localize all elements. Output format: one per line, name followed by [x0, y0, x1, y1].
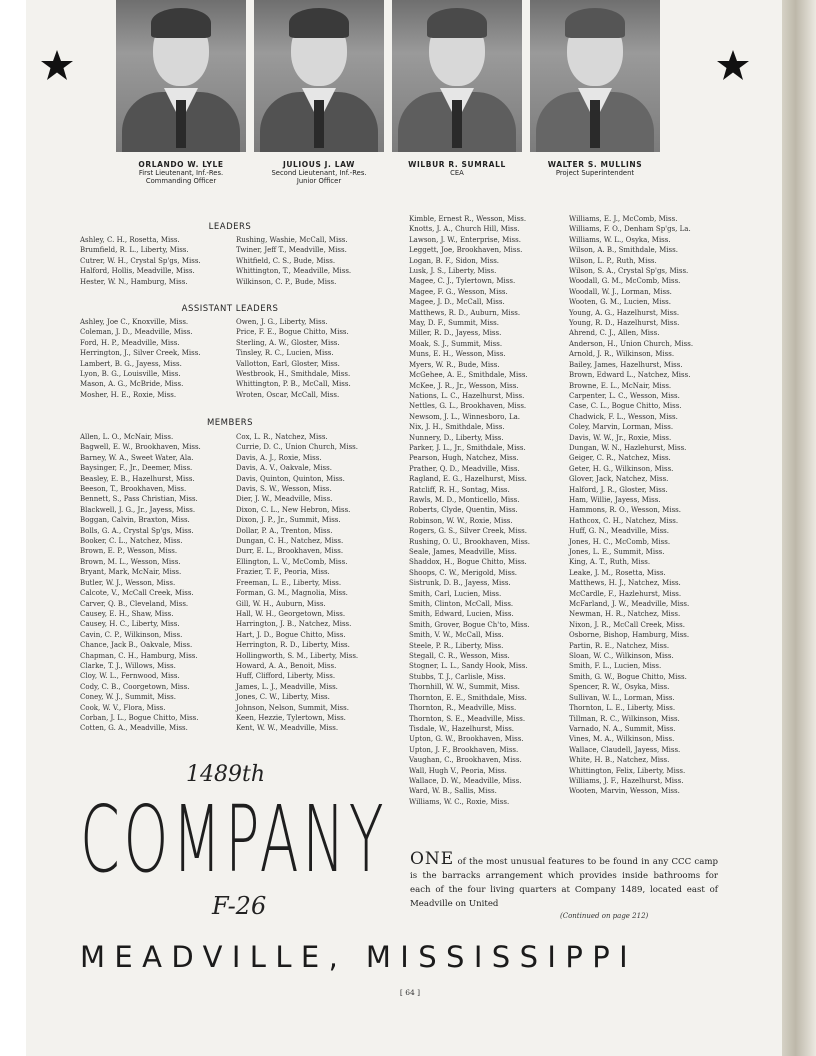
- roster-entry: Dollar, P. A., Trenton, Miss.: [236, 526, 333, 535]
- roster-entry: Upton, G. W., Brookhaven, Miss.: [409, 735, 524, 744]
- roster-entry: Davis, Quinton, Quinton, Miss.: [236, 474, 345, 483]
- roster-entry: Wallace, Claudell, Jayess, Miss.: [569, 745, 681, 754]
- officer-rank: First Lieutenant, Inf.-Res.: [138, 169, 224, 177]
- roster-entry: Jones, C. W., Liberty, Miss.: [236, 693, 330, 702]
- roster-entry: Beeson, T., Brookhaven, Miss.: [80, 485, 187, 494]
- roster-entry: Moak, S. J., Summit, Miss.: [409, 339, 503, 348]
- company-title: COMPANY: [80, 786, 388, 893]
- roster-entry: Nixon, J. R., McCall Creek, Miss.: [569, 620, 685, 629]
- roster-entry: Beasley, E. B., Hazelhurst, Miss.: [80, 474, 195, 483]
- members-list-col1: [80, 432, 201, 734]
- roster-entry: Huff, G. N., Meadville, Miss.: [569, 527, 669, 536]
- roster-entry: Wroten, Oscar, McCall, Miss.: [236, 390, 340, 399]
- roster-entry: Clarke, T. J., Willows, Miss.: [80, 661, 176, 670]
- roster-entry: Case, C. L., Bogue Chitto, Miss.: [569, 402, 682, 411]
- roster-entry: Dixon, C. L., New Hebron, Miss.: [236, 505, 351, 514]
- assistant-leaders-list-left: [80, 317, 201, 400]
- roster-entry: Osborne, Bishop, Hamburg, Miss.: [569, 631, 690, 640]
- roster-entry: Glover, Jack, Natchez, Miss.: [569, 475, 669, 484]
- roster-entry: Nix, J. H., Smithdale, Miss.: [409, 423, 505, 432]
- roster-entry: Bennett, S., Pass Christian, Miss.: [80, 495, 198, 504]
- roster-entry: Chapman, C. H., Hamburg, Miss.: [80, 651, 198, 660]
- roster-entry: Booker, C. L., Natchez, Miss.: [80, 537, 183, 546]
- roster-entry: McGehee, A. E., Smithdale, Miss.: [409, 371, 528, 380]
- roster-entry: Smith, Grover, Bogue Ch'to, Miss.: [409, 620, 530, 629]
- roster-entry: Ford, H. P., Meadville, Miss.: [80, 338, 180, 347]
- section-heading-leaders: LEADERS: [208, 222, 252, 232]
- star-icon: [40, 48, 74, 82]
- roster-entry: Brown, M. L., Wesson, Miss.: [80, 557, 181, 566]
- roster-entry: Leggett, Joe, Brookhaven, Miss.: [409, 246, 523, 255]
- roster-entry: Dungan, W. N., Hazlehurst, Miss.: [569, 443, 687, 452]
- roster-entry: Causey, H. C., Liberty, Miss.: [80, 620, 180, 629]
- leaders-list-left: [80, 235, 201, 287]
- roster-entry: Shoops, C. W., Merigold, Miss.: [409, 568, 518, 577]
- page-edge-shadow: [782, 0, 816, 1056]
- members-list-col2: [236, 432, 358, 734]
- officer-caption: [382, 160, 532, 177]
- roster-entry: Knotts, J. A., Church Hill, Miss.: [409, 225, 520, 234]
- officer-photo: [254, 0, 384, 152]
- roster-entry: Williams, F. O., Denham Sp'gs, La.: [569, 225, 691, 234]
- section-heading-members: MEMBERS: [206, 418, 254, 428]
- roster-entry: Owen, J. G., Liberty, Miss.: [236, 318, 328, 326]
- roster-entry: Wooten, G. M., Lucien, Miss.: [569, 298, 671, 307]
- roster-entry: Upton, J. F., Brookhaven, Miss.: [409, 745, 519, 754]
- roster-entry: Tisdale, W., Hazelhurst, Miss.: [409, 724, 515, 733]
- roster-entry: Freeman, L. E., Liberty, Miss.: [236, 578, 342, 587]
- roster-entry: Whittington, P. B., McCall, Miss.: [236, 380, 351, 389]
- roster-entry: Bolls, G. A., Crystal Sp'gs, Miss.: [80, 526, 194, 535]
- roster-entry: Thornton, R., Meadville, Miss.: [409, 704, 517, 713]
- roster-entry: Harrington, J. B., Natchez, Miss.: [236, 620, 352, 629]
- roster-entry: Newman, H. R., Natchez, Miss.: [569, 610, 681, 619]
- roster-entry: Davis, A. J., Roxie, Miss.: [236, 453, 322, 462]
- roster-entry: Rushing, O. U., Brookhaven, Miss.: [409, 537, 530, 546]
- roster-entry: Ashley, C. H., Rosetta, Miss.: [80, 236, 180, 244]
- roster-entry: Sterling, A. W., Gloster, Miss.: [236, 338, 340, 347]
- roster-entry: Nettles, G. L., Brookhaven, Miss.: [409, 402, 527, 411]
- roster-entry: Vines, M. A., Wilkinson, Miss.: [569, 735, 675, 744]
- roster-entry: Williams, E. J., McComb, Miss.: [569, 215, 678, 223]
- roster-entry: Lyon, B. G., Louisville, Miss.: [80, 370, 181, 379]
- roster-entry: Woodall, W. J., Lorman, Miss.: [569, 287, 672, 296]
- roster-entry: King, A. T., Ruth, Miss.: [569, 558, 651, 567]
- roster-entry: Gill, W. H., Auburn, Miss.: [236, 599, 326, 608]
- leaders-list-right: [236, 235, 351, 287]
- roster-entry: Geiger, C. R., Natchez, Miss.: [569, 454, 671, 463]
- roster-entry: Rushing, Washie, McCall, Miss.: [236, 236, 348, 244]
- roster-entry: Brumfield, R. L., Liberty, Miss.: [80, 246, 189, 255]
- roster-entry: Seale, James, Meadville, Miss.: [409, 548, 517, 556]
- roster-entry: Ahrend, C. J., Allen, Miss.: [569, 329, 660, 338]
- roster-entry: Newsom, J. L., Winnesboro, La.: [409, 412, 521, 421]
- roster-entry: Robinson, W. W., Roxie, Miss.: [409, 516, 513, 525]
- roster-entry: McFarland, J. W., Meadville, Miss.: [569, 600, 690, 609]
- roster-entry: Causey, E. H., Shaw, Miss.: [80, 609, 174, 618]
- roster-entry: Browne, E. L., McNair, Miss.: [569, 381, 672, 390]
- star-icon: [716, 48, 750, 82]
- roster-entry: Currie, D. C., Union Church, Miss.: [236, 443, 358, 452]
- roster-entry: Leake, J. M., Rosetta, Miss.: [569, 568, 666, 577]
- roster-entry: Cutrer, W. H., Crystal Sp'gs, Miss.: [80, 256, 201, 265]
- roster-entry: Jones, L. E., Summit, Miss.: [569, 548, 665, 556]
- roster-entry: Ratcliff, R. H., Sontag, Miss.: [409, 485, 510, 494]
- roster-entry: Lawson, J. W., Enterprise, Miss.: [409, 235, 521, 244]
- roster-entry: Dixon, J. P., Jr., Summit, Miss.: [236, 516, 341, 525]
- officer-name: ORLANDO W. LYLE: [138, 160, 224, 169]
- roster-entry: Jones, H. C., McComb, Miss.: [569, 537, 671, 546]
- officer-rank: Second Lieutenant, Inf.-Res.: [271, 169, 367, 177]
- roster-entry: Smith, V. W., McCall, Miss.: [409, 631, 504, 640]
- roster-entry: May, D. F., Summit, Miss.: [409, 319, 499, 328]
- roster-entry: Thornton, S. E., Meadville, Miss.: [409, 714, 526, 723]
- roster-entry: Westbrook, H., Smithdale, Miss.: [236, 370, 351, 379]
- roster-entry: Whittington, Felix, Liberty, Miss.: [569, 766, 686, 775]
- roster-entry: Sullivan, W. L., Lorman, Miss.: [569, 693, 675, 702]
- roster-entry: Carpenter, L. C., Wesson, Miss.: [569, 391, 680, 400]
- company-code: F-26: [212, 892, 267, 920]
- roster-entry: Sloan, W. C., Wilkinson, Miss.: [569, 652, 674, 661]
- roster-entry: Barney, W. A., Sweet Water, Ala.: [80, 453, 194, 462]
- intro-paragraph: [410, 849, 718, 911]
- roster-entry: Rogers, G. S., Silver Creek, Miss.: [409, 527, 527, 536]
- roster-entry: Williams, W. L., Osyka, Miss.: [569, 235, 671, 244]
- roster-entry: Whittington, T., Meadville, Miss.: [236, 267, 352, 276]
- roster-entry: Halford, J. R., Gloster, Miss.: [569, 485, 668, 494]
- roster-entry: Cody, C. B., Coorgetown, Miss.: [80, 682, 190, 691]
- roster-entry: Smith, Carl, Lucien, Miss.: [409, 589, 502, 598]
- members-list-col3: [409, 214, 530, 807]
- roster-entry: Herrington, R. D., Liberty, Miss.: [236, 641, 350, 650]
- roster-entry: Williams, W. C., Roxie, Miss.: [409, 797, 510, 806]
- roster-entry: Lusk, J. S., Liberty, Miss.: [409, 267, 497, 276]
- page-number: [ 64 ]: [399, 988, 421, 997]
- roster-entry: Wilson, L. P., Ruth, Miss.: [569, 256, 657, 265]
- roster-entry: Pearson, Hugh, Natchez, Miss.: [409, 454, 519, 463]
- roster-entry: Coley, Marvin, Lorman, Miss.: [569, 423, 674, 432]
- roster-entry: Chadwick, F. L., Wesson, Miss.: [569, 412, 678, 421]
- roster-entry: Prather, Q. D., Meadville, Miss.: [409, 464, 520, 473]
- roster-entry: Bagwell, E. W., Brookhaven, Miss.: [80, 443, 201, 452]
- roster-entry: McCardle, F., Hazlehurst, Miss.: [569, 589, 682, 598]
- roster-entry: Smith, Clinton, McCall, Miss.: [409, 600, 514, 609]
- roster-entry: Corban, J. L., Bogue Chitto, Miss.: [80, 713, 199, 722]
- section-heading-assistant-leaders: ASSISTANT LEADERS: [181, 304, 279, 314]
- roster-entry: Kent, W. W., Meadville, Miss.: [236, 724, 339, 733]
- roster-entry: Anderson, H., Union Church, Miss.: [569, 339, 694, 348]
- roster-entry: Blackwell, J. G., Jr., Jayess, Miss.: [80, 505, 196, 514]
- officer-name: WALTER S. MULLINS: [547, 160, 643, 169]
- officer-caption: [106, 160, 256, 185]
- roster-entry: Stegall, C. R., Wesson, Miss.: [409, 652, 510, 661]
- roster-entry: Butler, W. J., Wesson, Miss.: [80, 578, 176, 587]
- roster-entry: Geter, H. G., Wilkinson, Miss.: [569, 464, 674, 473]
- officer-rank: Project Superintendent: [555, 169, 635, 177]
- roster-entry: Dier, J. W., Meadville, Miss.: [236, 495, 333, 504]
- roster-entry: Cavin, C. P., Wilkinson, Miss.: [80, 630, 183, 639]
- roster-entry: Magee, C. J., Tylertown, Miss.: [409, 277, 516, 286]
- roster-entry: Wilson, A. B., Smithdale, Miss.: [569, 246, 678, 255]
- roster-entry: Mosher, H. E., Roxie, Miss.: [80, 390, 177, 399]
- roster-entry: Steele, P. R., Liberty, Miss.: [409, 641, 504, 650]
- roster-entry: Ragland, E. G., Hazelhurst, Miss.: [409, 475, 527, 484]
- roster-entry: Davis, A. V., Oakvale, Miss.: [236, 464, 332, 473]
- roster-entry: Allen, L. O., McNair, Miss.: [80, 433, 174, 441]
- roster-entry: Howard, A. A., Benoit, Miss.: [236, 661, 337, 670]
- roster-entry: Young, R. D., Hazelhurst, Miss.: [569, 319, 680, 328]
- roster-entry: Kimble, Ernest R., Wesson, Miss.: [409, 215, 527, 223]
- roster-entry: Cotten, G. A., Meadville, Miss.: [80, 724, 188, 733]
- roster-entry: Matthews, R. D., Auburn, Miss.: [409, 308, 521, 317]
- roster-entry: Wallace, D. W., Meadville, Miss.: [409, 776, 522, 785]
- roster-entry: Cook, W. V., Flora, Miss.: [80, 703, 166, 712]
- roster-entry: Wilson, S. A., Crystal Sp'gs, Miss.: [569, 267, 689, 276]
- roster-entry: Vaughan, C., Brookhaven, Miss.: [409, 756, 522, 765]
- roster-entry: Coleman, J. D., Meadville, Miss.: [80, 328, 193, 337]
- roster-entry: Dungan, C. H., Natchez, Miss.: [236, 537, 344, 546]
- roster-entry: Wooten, Marvin, Wesson, Miss.: [569, 787, 680, 796]
- roster-entry: Sistrunk, D. B., Jayess, Miss.: [409, 579, 511, 588]
- roster-entry: Smith, Edward, Lucien, Miss.: [409, 610, 514, 619]
- officer-photo: [530, 0, 660, 152]
- roster-entry: Parker, J. L., Jr., Smithdale, Miss.: [409, 443, 526, 452]
- roster-entry: Lambert, B. G., Jayess, Miss.: [80, 359, 182, 368]
- roster-entry: Nations, L. C., Hazelhurst, Miss.: [409, 391, 525, 400]
- officer-caption: [244, 160, 394, 185]
- roster-entry: Magee, F. G., Wesson, Miss.: [409, 287, 508, 296]
- roster-entry: Myers, W. R., Bude, Miss.: [409, 360, 500, 369]
- continued-note: (Continued on page 212): [560, 912, 649, 920]
- roster-entry: Brown, Edward L., Natchez, Miss.: [569, 371, 691, 380]
- roster-entry: Matthews, H. J., Natchez, Miss.: [569, 579, 681, 588]
- roster-entry: Johnson, Nelson, Summit, Miss.: [236, 703, 349, 712]
- roster-entry: Miller, R. D., Jayess, Miss.: [409, 329, 502, 338]
- roster-entry: Brown, E. P., Wesson, Miss.: [80, 547, 178, 556]
- roster-entry: Davis, S. W., Wesson, Miss.: [236, 485, 332, 494]
- roster-entry: Ashley, Joe C., Knoxville, Miss.: [80, 318, 189, 326]
- roster-entry: Keen, Hezzie, Tylertown, Miss.: [236, 713, 346, 722]
- roster-entry: Nunnery, D., Liberty, Miss.: [409, 433, 504, 442]
- roster-entry: Magee, J. D., McCall, Miss.: [409, 298, 505, 307]
- roster-entry: Rawls, M. D., Monticello, Miss.: [409, 495, 520, 504]
- roster-entry: Calcote, V., McCall Creek, Miss.: [80, 589, 194, 598]
- roster-entry: Arnold, J. R., Wilkinson, Miss.: [569, 350, 675, 359]
- roster-entry: Hall, W. H., Georgetown, Miss.: [236, 609, 346, 618]
- roster-entry: Baysinger, F., Jr., Deemer, Miss.: [80, 464, 193, 473]
- roster-entry: Hart, J. D., Bogue Chitto, Miss.: [236, 630, 346, 639]
- officer-caption: [520, 160, 670, 177]
- roster-entry: Stubbs, T. J., Carlisle, Miss.: [409, 672, 506, 681]
- roster-entry: Young, A. G., Hazelhurst, Miss.: [569, 308, 680, 317]
- roster-entry: Thornhill, W. W., Summit, Miss.: [409, 683, 520, 692]
- roster-entry: Muns, E. H., Wesson, Miss.: [409, 350, 506, 359]
- members-list-col4: [569, 214, 693, 797]
- roster-entry: Coney, W. J., Summit, Miss.: [80, 693, 176, 702]
- roster-entry: Ellington, L. V., McComb, Miss.: [236, 557, 348, 566]
- officer-photo: [392, 0, 522, 152]
- roster-entry: Ham, Willie, Jayess, Miss.: [569, 495, 661, 504]
- roster-entry: Williams, J. F., Hazelhurst, Miss.: [569, 776, 684, 785]
- roster-entry: Ward, W. B., Sallis, Miss.: [409, 787, 497, 796]
- roster-entry: Tinsley, R. C., Lucien, Miss.: [236, 349, 334, 358]
- roster-entry: Cox, L. R., Natchez, Miss.: [236, 433, 328, 441]
- roster-entry: Herrington, J., Silver Creek, Miss.: [80, 349, 201, 358]
- roster-entry: Cloy, W. L., Fernwood, Miss.: [80, 672, 180, 681]
- paragraph-text: of the most unusual features to be found in any CCC camp is the barracks arrangement which provides inside bathrooms for each of the four living quarters at Company 1489, located east of Meadville on United: [410, 857, 718, 909]
- roster-entry: Mason, A. G., McBride, Miss.: [80, 380, 184, 389]
- roster-entry: Hester, W. N., Hamburg, Miss.: [80, 277, 188, 286]
- roster-entry: Forman, G. M., Magnolia, Miss.: [236, 589, 348, 598]
- officer-name: WILBUR R. SUMRALL: [408, 160, 506, 169]
- officer-role: Commanding Officer: [145, 177, 217, 185]
- roster-entry: Stogner, L. L., Sandy Hook, Miss.: [409, 662, 528, 671]
- company-number: 1489th: [186, 762, 265, 787]
- roster-entry: Logan, B. F., Sidon, Miss.: [409, 256, 500, 265]
- roster-entry: Varnado, N. A., Summit, Miss.: [569, 724, 676, 733]
- roster-entry: Twiner, Jeff T., Meadville, Miss.: [236, 246, 347, 255]
- roster-entry: Frazier, T. F., Peoria, Miss.: [236, 568, 330, 577]
- roster-entry: Woodall, G. M., McComb, Miss.: [569, 277, 681, 286]
- roster-entry: Smith, F. L., Lucien, Miss.: [569, 662, 662, 671]
- roster-entry: Vallotton, Earl, Gloster, Miss.: [236, 359, 340, 368]
- roster-entry: Bailey, James, Hazelhurst, Miss.: [569, 360, 683, 369]
- roster-entry: Boggan, Calvin, Braxton, Miss.: [80, 516, 190, 525]
- roster-entry: Price, F. E., Bogue Chitto, Miss.: [236, 328, 349, 337]
- roster-entry: Carver, Q. B., Cleveland, Miss.: [80, 599, 189, 608]
- roster-entry: Hollingworth, S. M., Liberty, Miss.: [236, 651, 359, 660]
- roster-entry: Huff, Clifford, Liberty, Miss.: [236, 672, 336, 681]
- roster-entry: Davis, W. W., Jr., Roxie, Miss.: [569, 433, 672, 442]
- roster-entry: Halford, Hollis, Meadville, Miss.: [80, 267, 195, 276]
- roster-entry: Spencer, R. W., Osyka, Miss.: [569, 683, 670, 692]
- roster-entry: Hathcox, C. H., Natchez, Miss.: [569, 516, 679, 525]
- roster-entry: James, L. J., Meadville, Miss.: [236, 682, 338, 691]
- roster-entry: Thornton, E. E., Smithdale, Miss.: [409, 693, 527, 702]
- roster-entry: Durr, E. L., Brookhaven, Miss.: [236, 547, 344, 556]
- roster-entry: Hammons, R. O., Wesson, Miss.: [569, 506, 681, 515]
- roster-entry: Smith, G. W., Bogue Chitto, Miss.: [569, 672, 687, 681]
- roster-entry: Thornton, L. E., Liberty, Miss.: [569, 704, 676, 713]
- roster-entry: Partin, R. E., Natchez, Miss.: [569, 641, 670, 650]
- roster-entry: McKee, J. R., Jr., Wesson, Miss.: [409, 381, 519, 390]
- officer-name: JULIOUS J. LAW: [282, 160, 356, 169]
- location-title: MEADVILLE, MISSISSIPPI: [80, 940, 638, 974]
- assistant-leaders-list-right: [236, 317, 351, 400]
- roster-entry: Wall, Hugh V., Peoria, Miss.: [409, 766, 507, 775]
- roster-entry: Tillman, R. C., Wilkinson, Miss.: [569, 714, 680, 723]
- roster-entry: Bryant, Mark, McNair, Miss.: [80, 568, 182, 577]
- officer-role: Junior Officer: [296, 177, 342, 185]
- roster-entry: Shaddox, H., Bogue Chitto, Miss.: [409, 558, 527, 567]
- officer-rank: CEA: [450, 169, 464, 177]
- roster-entry: Roberts, Clyde, Quentin, Miss.: [409, 506, 518, 515]
- drop-cap: ONE: [410, 849, 455, 869]
- officer-photo: [116, 0, 246, 152]
- roster-entry: Whitfield, C. S., Bude, Miss.: [236, 256, 336, 265]
- roster-entry: White, H. B., Natchez, Miss.: [569, 756, 670, 765]
- roster-entry: Wilkinson, C. P., Bude, Miss.: [236, 277, 337, 286]
- roster-entry: Chance, Jack B., Oakvale, Miss.: [80, 641, 193, 650]
